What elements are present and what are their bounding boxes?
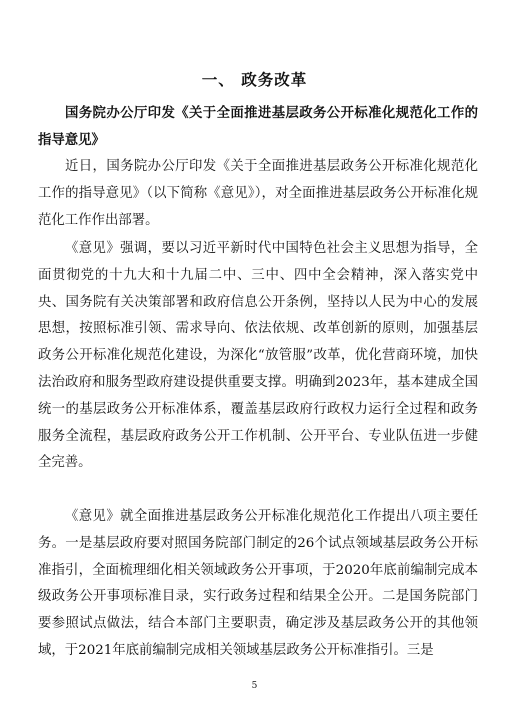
article-title: 国务院办公厅印发《关于全面推进基层政务公开标准化规范化工作的指导意见》 <box>38 106 478 148</box>
paragraph-emphasis: 《意见》强调，要以习近平新时代中国特色社会主义思想为指导，全面贯彻党的十九大和十九届二中、三中、四中全会精神，深入落实党中央、国务院有关决策部署和政府信息公开条例，坚持以人民为中心的发展思想，按照标准引领、需求导向、依法依规、改革创新的原则，加强基层政务公开标准化规范化建设，为深化“放管服”改革，优化营商环境，加快法治政府和服务型政府建设提供重要支撑。明确到2023年，基本建成全国统一的基层政务公开标准体系，覆盖基层政府行政权力运行全过程和政务服务全流程，基层政府政务公开工作机制、公开平台、专业队伍进一步健全完善。 <box>38 241 478 471</box>
page-number: 5 <box>251 681 258 691</box>
paragraph-intro: 近日，国务院办公厅印发《关于全面推进基层政务公开标准化规范化工作的指导意见》（以下简称《意见》），对全面推进基层政务公开标准化规范化工作作出部署。 <box>38 159 478 228</box>
section-heading: 一、 政务改革 <box>201 71 308 89</box>
paragraph-tasks: 《意见》就全面推进基层政务公开标准化规范化工作提出八项主要任务。一是基层政府要对照国务院部门制定的26个试点领域基层政务公开标准指引，全面梳理细化相关领域政务公开事项，于2020年底前编制完成本级政务公开事项标准目录，实行政务过程和结果全公开。二是国务院部门要参照试点做法，结合本部门主要职责，确定涉及基层政务公开的其他领域，于2021年底前编制完成相关领域基层政务公开标准指引。三是 <box>38 509 478 658</box>
